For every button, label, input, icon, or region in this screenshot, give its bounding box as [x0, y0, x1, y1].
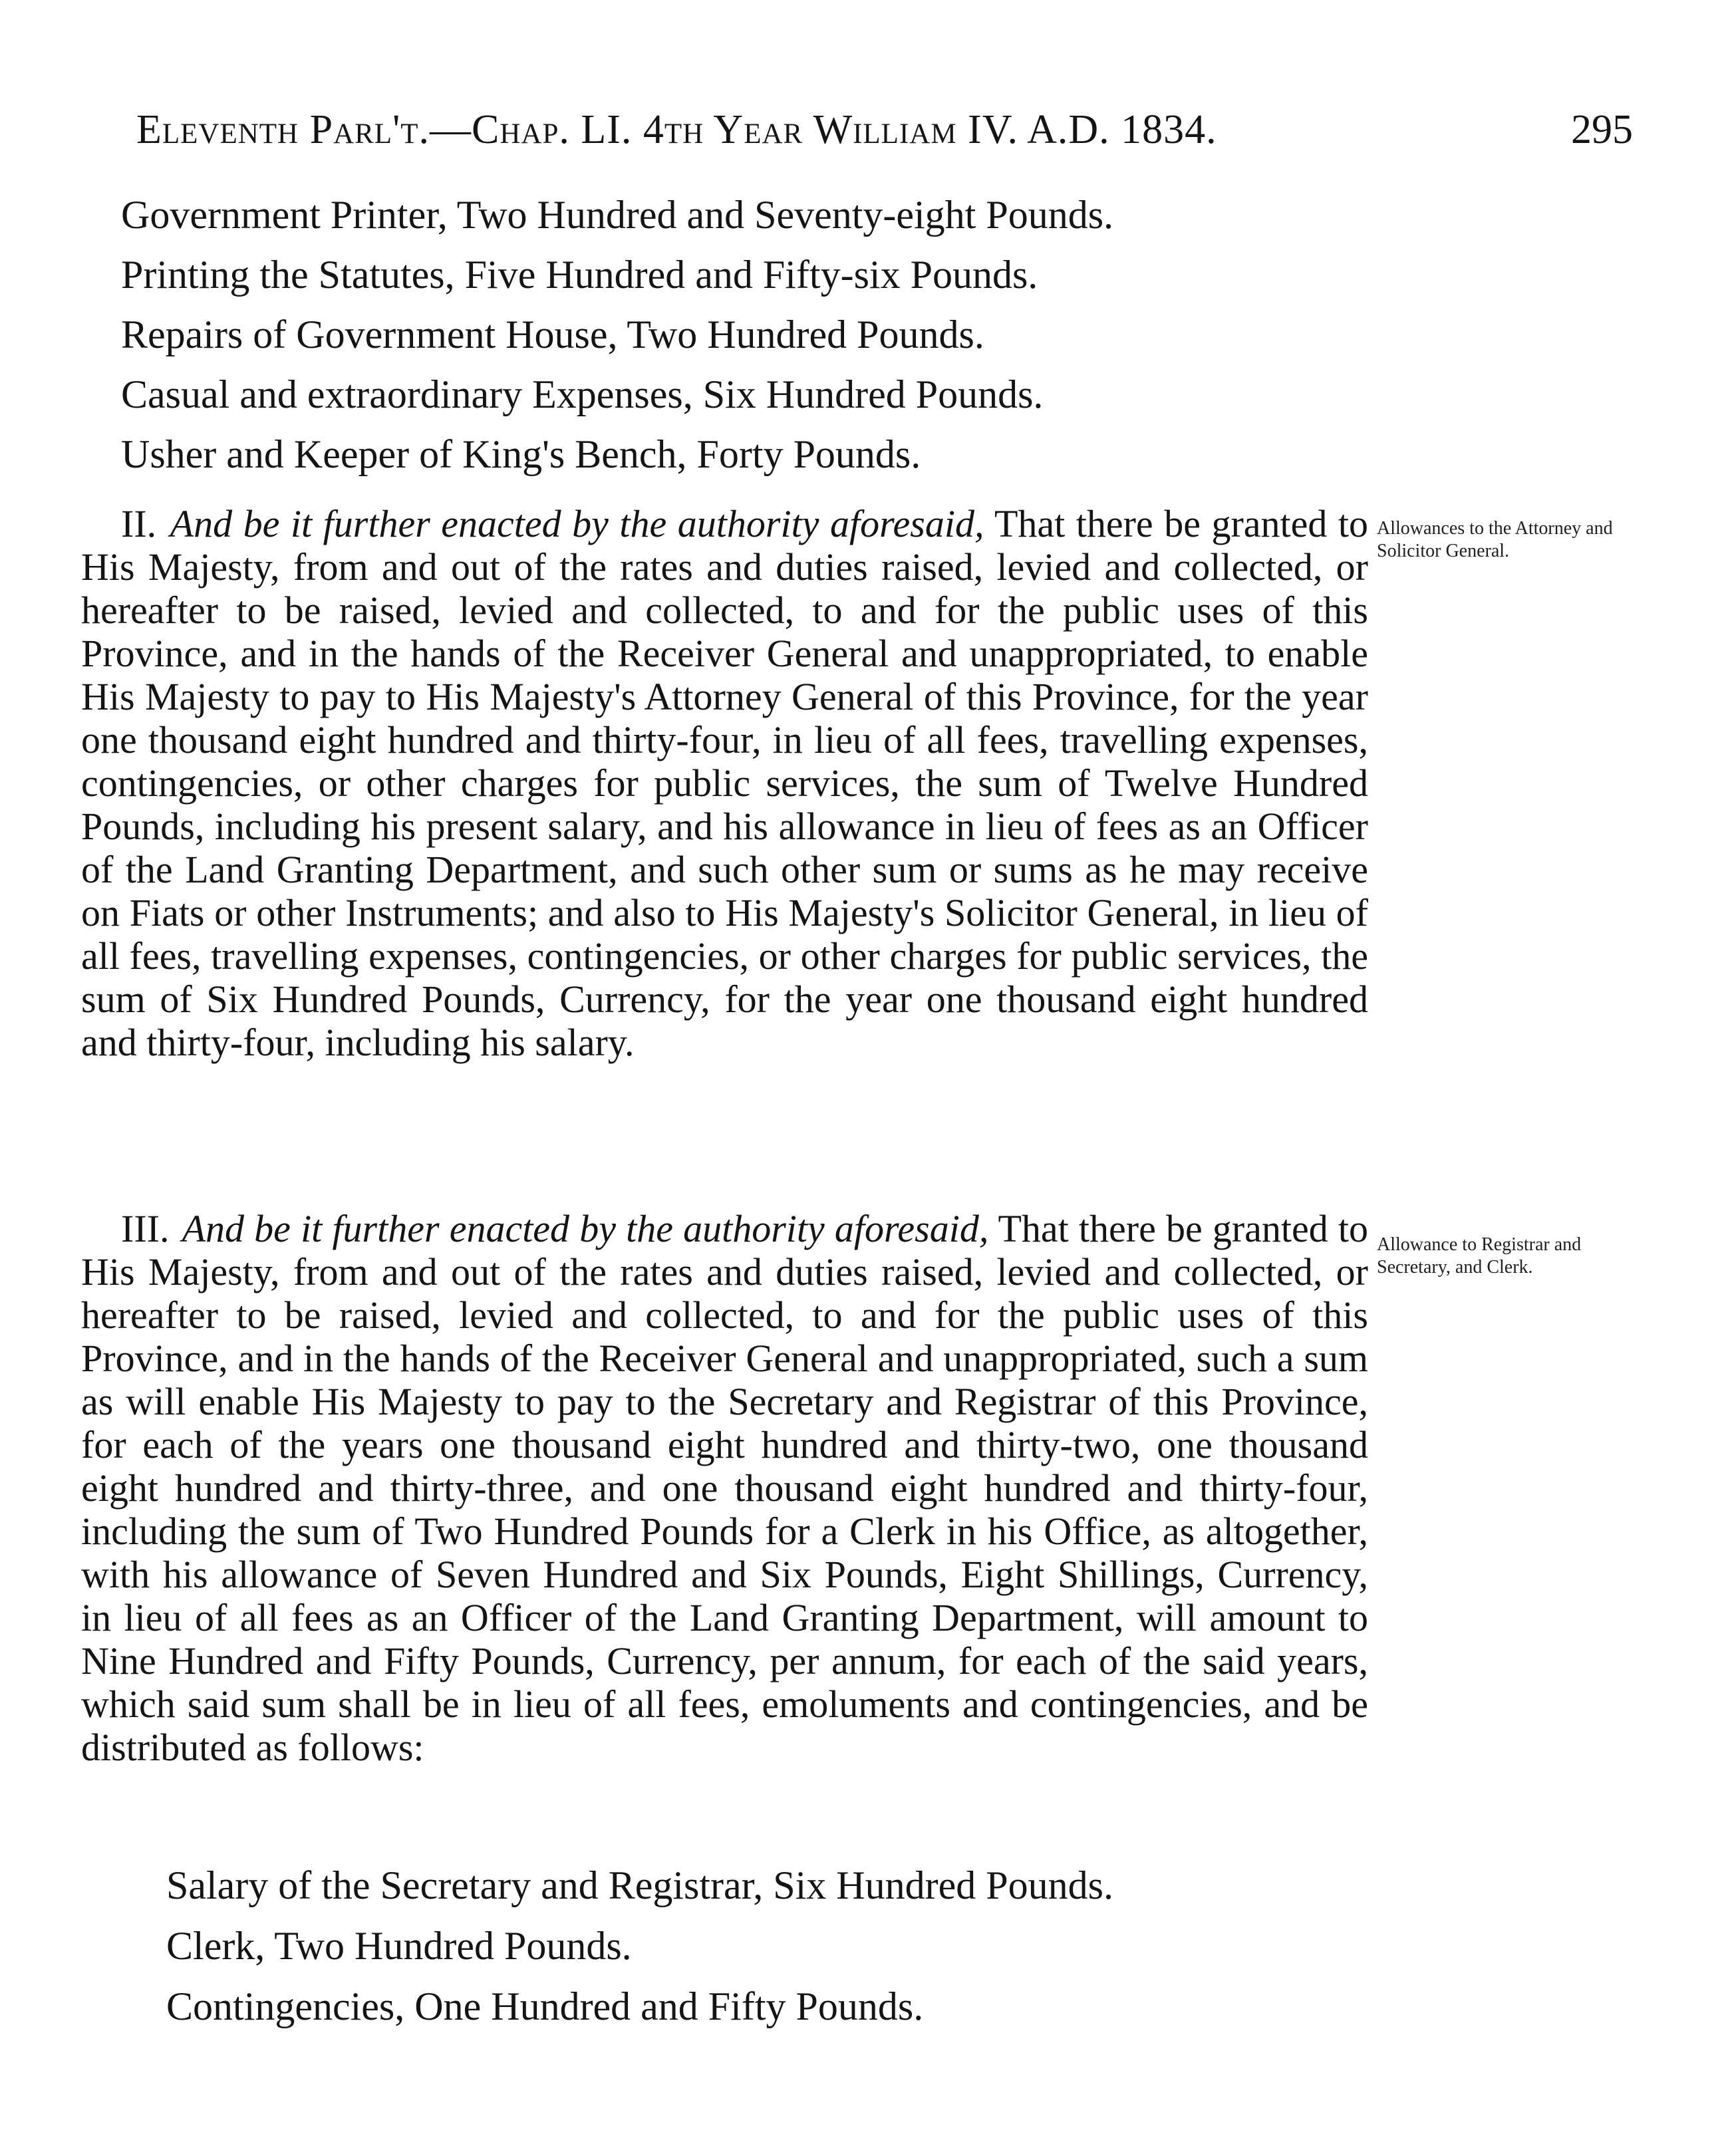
- list-item: Contingencies, One Hundred and Fifty Pounds.: [166, 1984, 924, 2028]
- enacting-clause: And be it further enacted by the authority aforesaid,: [182, 1207, 989, 1250]
- section-iii: [81, 1207, 1368, 1769]
- list-item: Repairs of Government House, Two Hundred Pounds.: [121, 313, 984, 356]
- list-item: Printing the Statutes, Five Hundred and Fifty-six Pounds.: [121, 253, 1038, 297]
- section-body: That there be granted to His Majesty, from and out of the rates and duties raised, levied and collected, or hereafter to be raised, levied and collected, to and for the public uses of this Province, and in the hands of the Receiver General and unappropriated, such a sum as will enable His Majesty to pay to the Secretary and Registrar of this Province, for each of the years one thousand eight hundred and thirty-two, one thousand eight hundred and thirty-three, and one thousand eight hundred and thirty-four, including the sum of Two Hundred Pounds for a Clerk in his Office, as altogether, with his allowance of Seven Hundred and Six Pounds, Eight Shillings, Currency, in lieu of all fees as an Officer of the Land Granting Department, will amount to Nine Hundred and Fifty Pounds, Currency, per annum, for each of the said years, which said sum shall be in lieu of all fees, emoluments and contingencies, and be distributed as follows:: [81, 1207, 1369, 1769]
- appropriation-list-top: [121, 185, 1385, 484]
- list-item: Salary of the Secretary and Registrar, Six Hundred Pounds.: [166, 1863, 1113, 1907]
- section-number: II.: [121, 502, 157, 545]
- distribution-list: [166, 1855, 1430, 2037]
- marginal-note: Allowances to the Attorney and Solicitor General.: [1377, 518, 1613, 561]
- running-header: [136, 100, 1633, 160]
- section-paragraph: [81, 1207, 1368, 1769]
- page-number: 295: [1571, 107, 1633, 152]
- section-paragraph: [81, 502, 1368, 1064]
- list-item: Government Printer, Two Hundred and Seventy-eight Pounds.: [121, 193, 1114, 237]
- list-item: Casual and extraordinary Expenses, Six Hundred Pounds.: [121, 372, 1044, 416]
- enacting-clause: And be it further enacted by the authority aforesaid,: [170, 502, 984, 545]
- section-number: III.: [121, 1207, 170, 1250]
- list-item: Usher and Keeper of King's Bench, Forty Pounds.: [121, 432, 921, 476]
- running-title: Eleventh Parl't.—Chap. LI. 4th Year William IV. A.D. 1834.: [136, 107, 1217, 152]
- section-ii: [81, 502, 1368, 1064]
- marginal-note: Allowance to Registrar and Secretary, and Clerk.: [1377, 1234, 1582, 1277]
- list-item: Clerk, Two Hundred Pounds.: [166, 1924, 632, 1968]
- section-body: That there be granted to His Majesty, from and out of the rates and duties raised, levied and collected, or hereafter to be raised, levied and collected, to and for the public uses of this Province, and in the hands of the Receiver General and unappropriated, to enable His Majesty to pay to His Majesty's Attorney General of this Province, for the year one thousand eight hundred and thirty-four, in lieu of all fees, travelling expenses, contingencies, or other charges for public services, the sum of Twelve Hundred Pounds, including his present salary, and his allowance in lieu of fees as an Officer of the Land Granting Department, and such other sum or sums as he may receive on Fiats or other Instruments; and also to His Majesty's Solicitor General, in lieu of all fees, travelling expenses, contingencies, or other charges for public services, the sum of Six Hundred Pounds, Currency, for the year one thousand eight hundred and thirty-four, including his salary.: [81, 502, 1369, 1064]
